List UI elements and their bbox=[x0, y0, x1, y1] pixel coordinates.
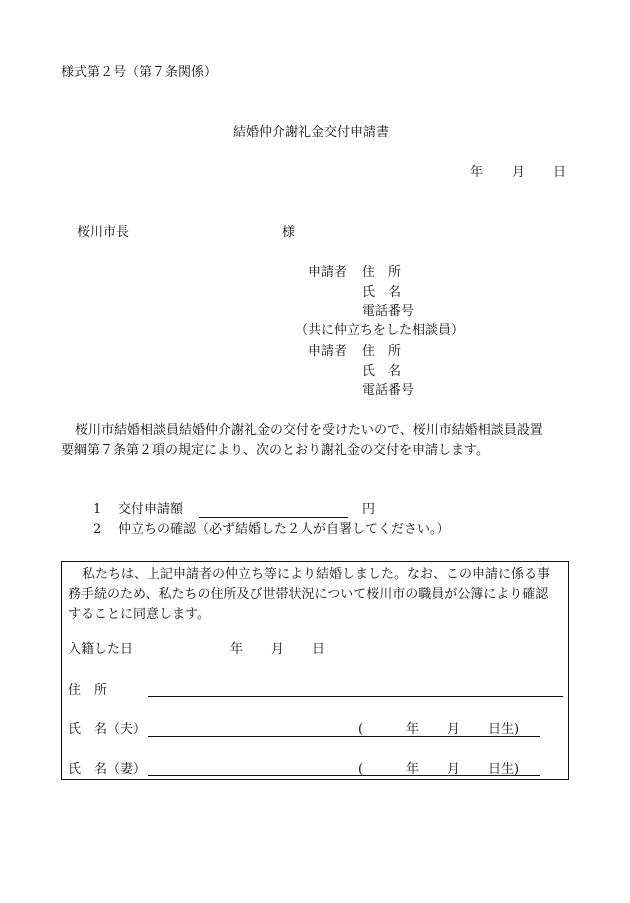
item-2-number: 2 bbox=[93, 522, 102, 537]
addressee-name: 桜川市長 bbox=[77, 225, 130, 240]
applicant-phone-label: 電話番号 bbox=[362, 304, 415, 319]
entry-month-label[interactable]: 月 bbox=[271, 642, 285, 657]
wife-birth-year: 年 bbox=[406, 762, 420, 777]
co-applicant-phone-label: 電話番号 bbox=[362, 383, 415, 398]
item-2-label: 仲立ちの確認（必ず結婚した２人が自署してください。） bbox=[118, 522, 450, 537]
entry-year-label[interactable]: 年 bbox=[230, 642, 244, 657]
body-text-line-1: 桜川市結婚相談員結婚仲介謝礼金の交付を受けたいので、桜川市結婚相談員設置 bbox=[75, 423, 543, 438]
husband-birth-day: 日生) bbox=[488, 722, 520, 737]
couple-address-line[interactable] bbox=[148, 696, 563, 697]
confirmation-line-2: 務手続のため、私たちの住所及び世帯状況について桜川市の職員が公簿により確認 bbox=[68, 587, 549, 602]
item-1-unit: 円 bbox=[362, 502, 376, 517]
item-1-label: 交付申請額 bbox=[118, 502, 184, 517]
date-month-label: 月 bbox=[512, 165, 526, 180]
applicant-name-label: 氏 名 bbox=[362, 285, 402, 300]
husband-birth-month: 月 bbox=[447, 722, 461, 737]
husband-birth-year: 年 bbox=[406, 722, 420, 737]
date-year-label: 年 bbox=[470, 165, 484, 180]
date-day-label: 日 bbox=[553, 165, 567, 180]
applicant-role: 申請者 bbox=[308, 265, 348, 280]
co-applicant-note: （共に仲立ちをした相談員） bbox=[295, 323, 465, 338]
body-text-line-2: 要綱第７条第２項の規定により、次のとおり謝礼金の交付を申請します。 bbox=[61, 443, 489, 458]
document-title: 結婚仲介謝礼金交付申請書 bbox=[233, 125, 390, 140]
form-number: 様式第２号（第７条関係） bbox=[61, 65, 218, 80]
husband-name-label: 氏 名（夫） bbox=[68, 722, 147, 737]
applicant-address-label: 住 所 bbox=[362, 265, 402, 280]
co-applicant-name-label: 氏 名 bbox=[362, 364, 402, 379]
entry-day-label[interactable]: 日 bbox=[312, 642, 326, 657]
entry-date-label: 入籍した日 bbox=[68, 642, 134, 657]
couple-address-label: 住 所 bbox=[68, 683, 108, 698]
wife-signature-line[interactable] bbox=[148, 775, 540, 776]
wife-name-label: 氏 名（妻） bbox=[68, 762, 147, 777]
amount-input-line[interactable] bbox=[199, 517, 348, 518]
co-applicant-role: 申請者 bbox=[308, 344, 348, 359]
item-1-number: 1 bbox=[93, 502, 102, 517]
addressee-honorific: 様 bbox=[282, 225, 296, 240]
co-applicant-address-label: 住 所 bbox=[362, 344, 402, 359]
confirmation-line-3: することに同意します。 bbox=[68, 607, 210, 622]
wife-birth-open: ( bbox=[358, 762, 364, 777]
wife-birth-month: 月 bbox=[447, 762, 461, 777]
wife-birth-day: 日生) bbox=[488, 762, 520, 777]
confirmation-line-1: 私たちは、上記申請者の仲立ち等により結婚しました。なお、この申請に係る事 bbox=[82, 567, 551, 582]
husband-signature-line[interactable] bbox=[148, 736, 540, 737]
husband-birth-open: ( bbox=[358, 722, 364, 737]
